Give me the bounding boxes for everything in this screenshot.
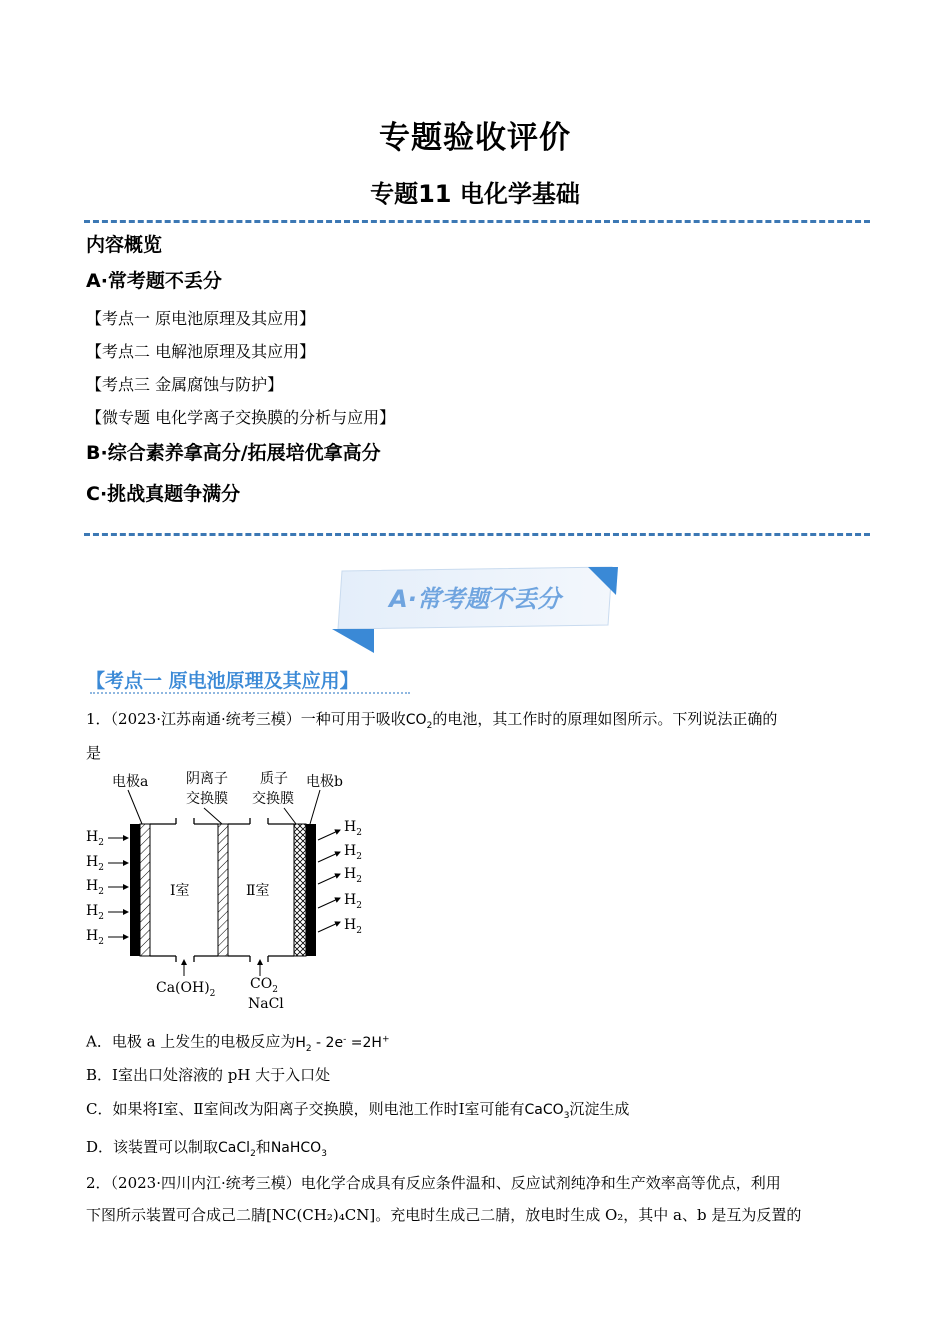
question-1-option-c: C．如果将Ⅰ室、Ⅱ室间改为阳离子交换膜，则电池工作时Ⅰ室可能有CaCO$_3$沉淀生成 <box>86 1100 630 1121</box>
page-subtitle: 专题11 电化学基础 <box>370 180 580 208</box>
overview-heading: 内容概览 <box>86 234 163 256</box>
svg-text:H2: $H_2$ <box>344 843 362 862</box>
overview-point-3: 【考点三 金属腐蚀与防护】 <box>86 375 284 394</box>
label-nacl: NaCl <box>248 996 284 1012</box>
question-1-stem-line2: 是 <box>86 744 102 762</box>
label-co2: $CO_2$ <box>250 976 278 995</box>
svg-text:H2: $H_2$ <box>86 928 104 947</box>
divider-bottom <box>84 533 870 536</box>
h2-output-arrows <box>318 819 362 936</box>
section-title-point-1: 【考点一 原电池原理及其应用】 <box>86 670 359 692</box>
question-1-stem: 1．（2023·江苏南通·统考三模）一种可用于吸收$CO_2$的电池，其工作时的原理如图所示。下列说法正确的 <box>86 710 778 731</box>
question-1-source: （2023·江苏南通·统考三模） <box>110 710 301 728</box>
overview-point-4: 【微专题 电化学离子交换膜的分析与应用】 <box>86 408 396 427</box>
question-2-number: 2． <box>86 1174 111 1192</box>
question-1-option-b: B．Ⅰ室出口处溶液的 pH 大于入口处 <box>86 1066 331 1084</box>
h2-input-arrows <box>86 829 128 947</box>
question-2-stem: 2．（2023·四川内江·统考三模）电化学合成具有反应条件温和、反应试剂纯净和生产效率高等优点，利用 <box>86 1174 781 1192</box>
svg-text:H2: $H_2$ <box>344 866 362 885</box>
svg-text:H2: $H_2$ <box>86 878 104 897</box>
label-proton-membrane-1: 质子 <box>260 771 288 787</box>
question-1-option-d: D．该装置可以制取CaCl$_2$和NaHCO$_3$ <box>86 1138 327 1159</box>
overview-section-b: B·综合素养拿高分/拓展培优拿高分 <box>86 442 381 464</box>
battery-diagram-svg <box>84 766 374 1016</box>
label-room-1: Ⅰ室 <box>170 883 190 899</box>
svg-text:H2: $H_2$ <box>86 829 104 848</box>
svg-text:H2: $H_2$ <box>86 854 104 873</box>
svg-text:H2: $H_2$ <box>344 819 362 838</box>
banner-graphic <box>330 563 620 655</box>
label-anion-membrane-1: 阴离子 <box>186 771 228 787</box>
section-banner <box>330 563 620 655</box>
page-title: 专题验收评价 <box>379 120 571 156</box>
svg-text:H2: $H_2$ <box>344 917 362 936</box>
question-1-option-a: A．电极 a 上发生的电极反应为$H_2 - 2e^- =2H^+$ <box>86 1032 390 1054</box>
label-anion-membrane-2: 交换膜 <box>186 791 228 807</box>
formula-co2: $CO_2$ <box>405 712 433 731</box>
label-proton-membrane-2: 交换膜 <box>252 791 294 807</box>
question-2-stem-line2: 下图所示装置可合成己二腈[NC(CH₂)₄CN]。充电时生成己二腈，放电时生成 O₂，其中 a、b 是互为反置的 <box>86 1206 802 1224</box>
battery-diagram <box>84 766 374 1016</box>
label-caoh2: $Ca(OH)_2$ <box>156 980 216 999</box>
divider-top <box>84 220 870 223</box>
svg-text:H2: $H_2$ <box>344 892 362 911</box>
question-2-source: （2023·四川内江·统考三模） <box>110 1174 301 1192</box>
question-1-number: 1． <box>86 710 111 728</box>
overview-section-a: A·常考题不丢分 <box>86 270 222 292</box>
label-room-2: Ⅱ室 <box>246 883 270 899</box>
section-title-underline <box>90 692 410 694</box>
label-electrode-a: 电极a <box>112 774 149 790</box>
label-electrode-b: 电极b <box>306 774 343 790</box>
overview-point-1: 【考点一 原电池原理及其应用】 <box>86 309 316 328</box>
svg-text:H2: $H_2$ <box>86 903 104 922</box>
banner-label: A·常考题不丢分 <box>389 585 561 613</box>
overview-point-2: 【考点二 电解池原理及其应用】 <box>86 342 316 361</box>
overview-section-c: C·挑战真题争满分 <box>86 483 241 505</box>
